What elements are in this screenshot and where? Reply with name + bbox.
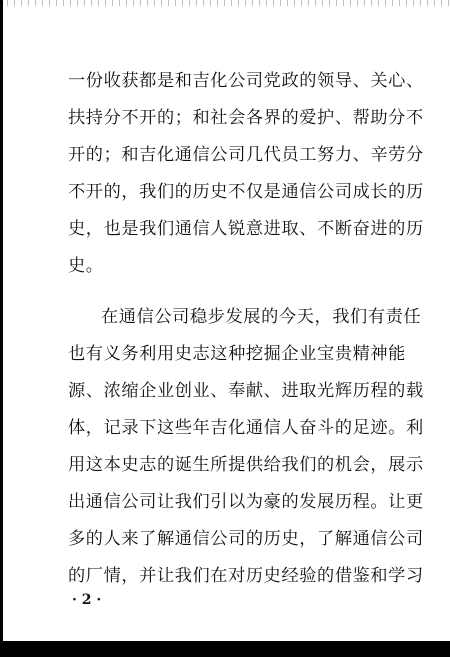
text-line: 一份收获都是和吉化公司党政的领导、关心、 xyxy=(68,71,424,91)
paragraph-1 xyxy=(68,63,424,285)
paragraph-2 xyxy=(68,299,424,595)
text-line: 用这本史志的诞生所提供给我们的机会，展示 xyxy=(68,455,424,475)
text-line: 的厂情，并让我们在对历史经验的借鉴和学习 xyxy=(68,566,424,586)
scan-bottom-band xyxy=(0,641,450,657)
text-line: 史。 xyxy=(68,256,104,276)
text-line: 扶持分不开的；和社会各界的爱护、帮助分不 xyxy=(68,108,424,128)
paragraph-gap xyxy=(68,285,398,299)
text-line: 多的人来了解通信公司的历史，了解通信公司 xyxy=(68,529,424,549)
scan-top-noise xyxy=(0,0,450,6)
text-line: 出通信公司让我们引以为豪的发展历程。让更 xyxy=(68,492,424,512)
text-line: 体，记录下这些年吉化通信人奋斗的足迹。利 xyxy=(68,418,424,438)
text-line: 史，也是我们通信人锐意进取、不断奋进的历 xyxy=(68,219,424,239)
text-line: 在通信公司稳步发展的今天，我们有责任 xyxy=(101,307,422,327)
text-line: 源、浓缩企业创业、奉献、进取光辉历程的载 xyxy=(68,381,424,401)
page-body xyxy=(68,63,424,595)
text-line: 不开的，我们的历史不仅是通信公司成长的历 xyxy=(68,182,424,202)
scan-edge-shadow xyxy=(0,0,3,657)
text-line: 也有义务利用史志这种挖掘企业宝贵精神能 xyxy=(68,344,406,364)
text-line: 开的；和吉化通信公司几代员工努力、辛劳分 xyxy=(68,145,424,165)
page-number: · 2 · xyxy=(72,592,102,608)
